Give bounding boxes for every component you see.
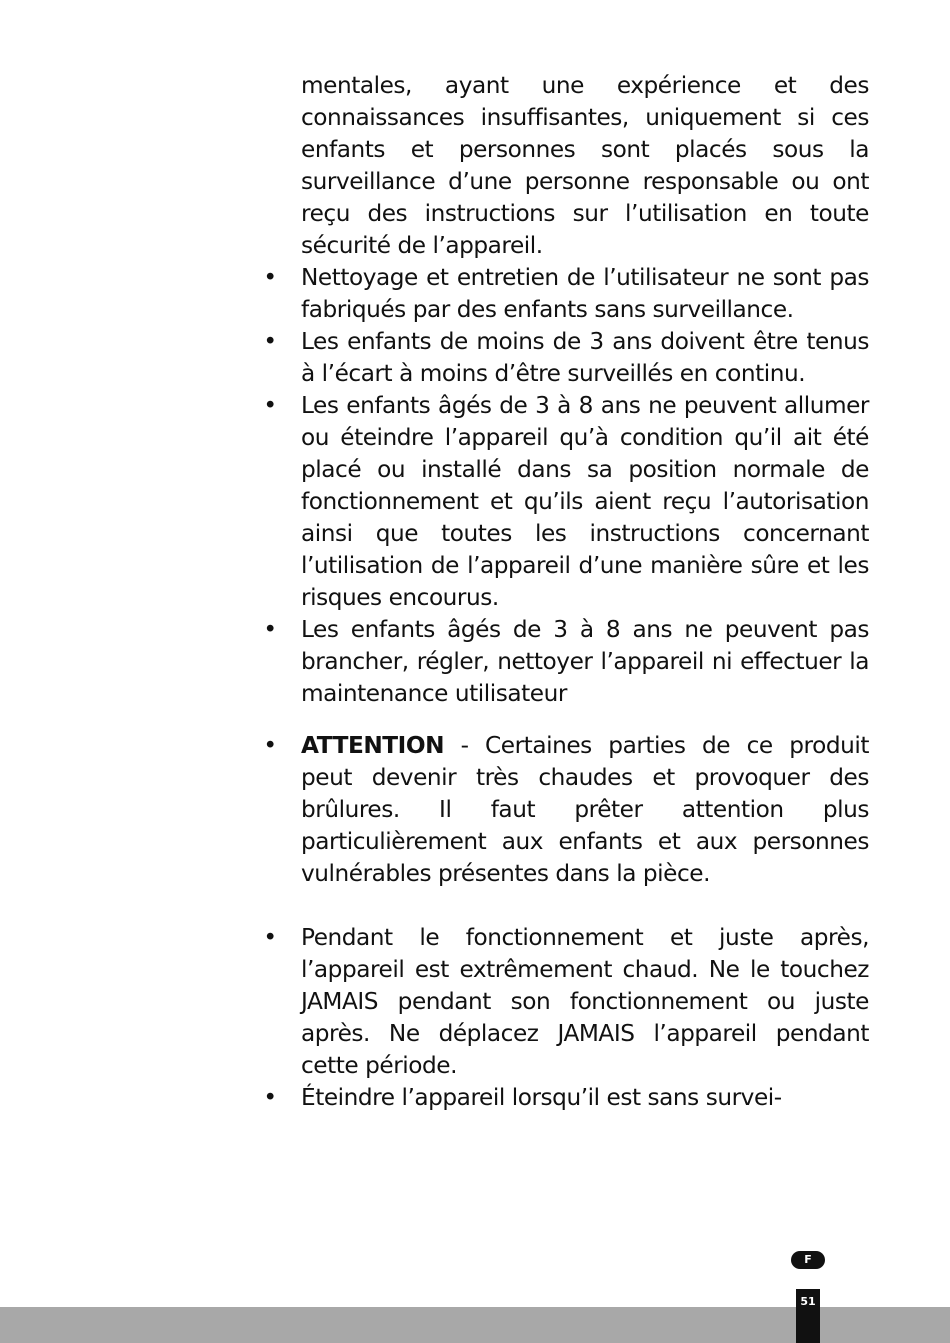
paragraph-continued [301,70,869,262]
bullet: • [263,732,277,759]
bullet-item-cleaning [263,262,869,326]
bullet-item-hot-device [263,922,869,1082]
bullet-item-switch-off [263,1082,869,1114]
bullet: • [263,924,277,951]
paragraph-text: Les enfants de moins de 3 ans doivent être tenus à l’écart à moins d’être surveillés en continu. [301,328,869,387]
paragraph-text: Les enfants âgés de 3 à 8 ans ne peuvent pas brancher, régler, nettoyer l’appareil ni effectuer la maintenance utilisateur [301,616,869,707]
paragraph-text: Éteindre l’appareil lorsqu’il est sans survei- [301,1084,782,1111]
paragraph-text: mentales, ayant une expérience et des connaissances insuffisantes, uniquement si ces enfants et personnes sont placés sous la surveillance d’une personne responsable ou ont reçu des instructions sur l’utilisation en toute sécurité de l’appareil. [301,72,869,259]
bullet-item-under-3 [263,326,869,390]
bullet: • [263,264,277,291]
bullet-item-attention [263,730,869,890]
bullet: • [263,616,277,643]
bullet-item-3-to-8-switch [263,390,869,614]
paragraph-text: Les enfants âgés de 3 à 8 ans ne peuvent allumer ou éteindre l’appareil qu’à condition qu’il ait été placé ou installé dans sa position normale de fonctionnement et qu’ils aient reçu l’autorisation ainsi que toutes les instructions concernant l’utilisation de l’appareil d’une manière sûre et les risques encourus. [301,392,869,611]
paragraph-text: Nettoyage et entretien de l’utilisateur ne sont pas fabriqués par des enfants sans surveillance. [301,264,869,323]
page-number: 51 [796,1289,820,1343]
bullet: • [263,1084,277,1111]
paragraph-text: - Certaines parties de ce produit peut devenir très chaudes et provoquer des brûlures. Il faut prêter attention plus particulièrement aux enfants et aux personnes vulnérables présentes dans la pièce. [301,732,869,887]
paragraph-text: Pendant le fonctionnement et juste après, l’appareil est extrêmement chaud. Ne le touchez JAMAIS pendant son fonctionnement ou juste après. Ne déplacez JAMAIS l’appareil pendant cette période. [301,924,869,1079]
attention-label: ATTENTION [301,732,445,759]
bullet-item-3-to-8-maintenance [263,614,869,710]
bullet: • [263,392,277,419]
bullet: • [263,328,277,355]
language-badge: F [791,1251,825,1269]
document-body [263,70,869,1114]
